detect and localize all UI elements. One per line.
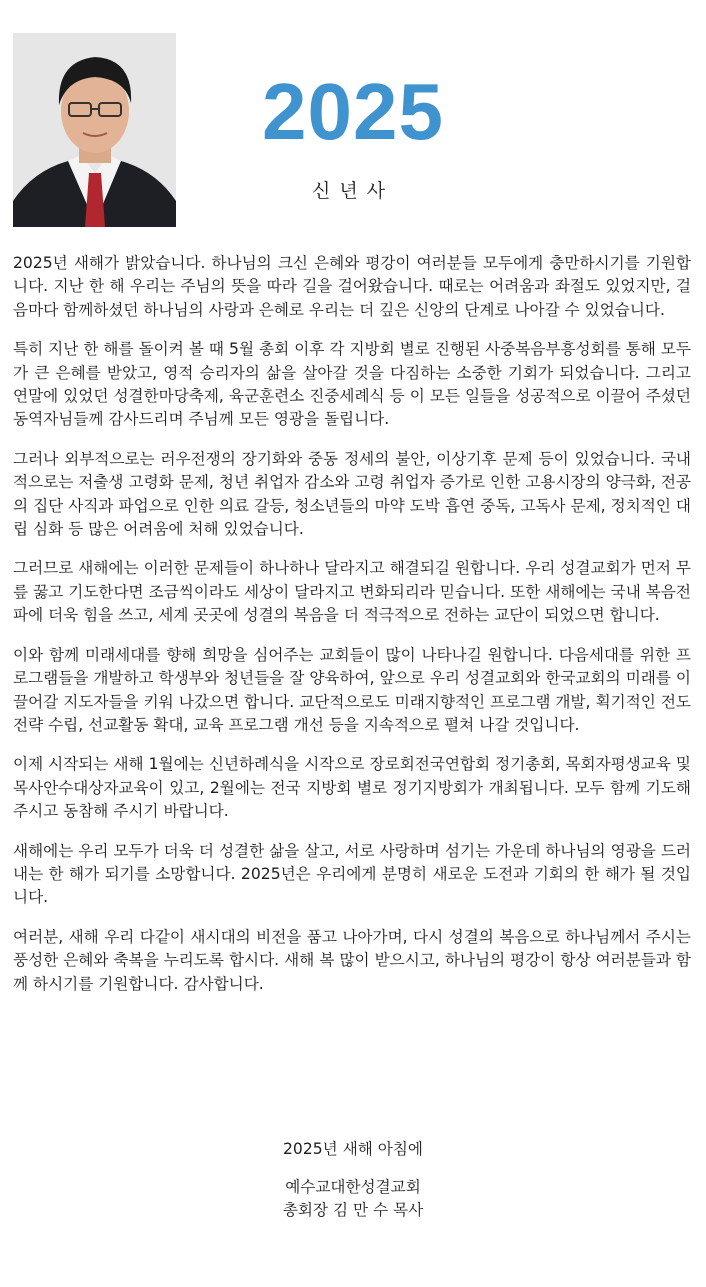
message-body: [13, 252, 691, 1012]
paragraph: 여러분, 새해 우리 다같이 새시대의 비전을 품고 나아가며, 다시 성결의 복음으로 하나님께서 주시는 풍성한 은혜와 축복을 누리도록 합시다. 새해 복 많이 받으시고, 하나님의 평강이 항상 여러분들과 함께 하시기를 기원합니다. 감사합니다.: [13, 927, 691, 993]
paragraph: 특히 지난 한 해를 돌이켜 볼 때 5월 총회 이후 각 지방회 별로 진행된 사중복음부흥성회를 통해 모두가 큰 은혜를 받았고, 영적 승리자의 삶을 살아갈 것을 다짐하는 소중한 기회가 되었습니다. 그리고 연말에 있었던 성결한마당축제, 육군훈련소 진중세례식 등 이 모든 일들을 성공적으로 이끌어 주셨던 동역자님들께 감사드리며 주님께 모든 영광을 돌립니다.: [13, 340, 691, 429]
year-title: 2025: [262, 67, 444, 156]
author-portrait: [13, 33, 176, 227]
signature-block: [0, 1138, 706, 1222]
signature-name: 총회장 김 만 수 목사: [282, 1201, 424, 1219]
paragraph: 2025년 새해가 밝았습니다. 하나님의 크신 은혜와 평강이 여러분들 모두에게 충만하시기를 기원합니다. 지난 한 해 우리는 주님의 뜻을 따라 길을 걸어왔습니다. 때로는 어려움과 좌절도 있었지만, 걸음마다 함께하셨던 하나님의 사랑과 은혜로 우리는 더 깊은 신앙의 단계로 나아갈 수 있었습니다.: [13, 254, 691, 319]
paragraph: 그러므로 새해에는 이러한 문제들이 하나하나 달라지고 해결되길 원합니다. 우리 성결교회가 먼저 무릎 꿇고 기도한다면 조금씩이라도 세상이 달라지고 변화되리라 믿습니다. 또한 새해에는 국내 복음전파에 더욱 힘을 쓰고, 세계 곳곳에 성결의 복음을 더 적극적으로 전하는 교단이 되었으면 합니다.: [13, 559, 691, 625]
signature-organization: 예수교대한성결교회: [285, 1178, 421, 1196]
document-subtitle: 신년사: [311, 180, 395, 202]
signature-date: 2025년 새해 아침에: [283, 1140, 423, 1158]
paragraph: 새해에는 우리 모두가 더욱 더 성결한 삶을 살고, 서로 사랑하며 섬기는 가운데 하나님의 영광을 드러내는 한 해가 되기를 소망합니다. 2025년은 우리에게 분명히 새로운 도전과 기회의 한 해가 될 것입니다.: [13, 841, 691, 907]
paragraph: 이제 시작되는 새해 1월에는 신년하례식을 시작으로 장로회전국연합회 정기총회, 목회자평생교육 및 목사안수대상자교육이 있고, 2월에는 전국 지방회 별로 정기지방회가 개최됩니다. 모두 함께 기도해 주시고 동참해 주시기 바랍니다.: [13, 755, 691, 821]
paragraph: 그러나 외부적으로는 러우전쟁의 장기화와 중동 정세의 불안, 이상기후 문제 등이 있었습니다. 국내적으로는 저출생 고령화 문제, 청년 취업자 감소와 고령 취업자 증가로 인한 고용시장의 양극화, 전공의 집단 사직과 파업으로 인한 의료 갈등, 청소년들의 마약 도박 흡연 중독, 고독사 문제, 정치적인 대립 심화 등 많은 어려움에 처해 있었습니다.: [13, 449, 691, 539]
paragraph: 이와 함께 미래세대를 향해 희망을 심어주는 교회들이 많이 나타나길 원합니다. 다음세대를 위한 프로그램들을 개발하고 학생부와 청년들을 잘 양육하여, 앞으로 우리 성결교회와 한국교회의 미래를 이끌어갈 지도자들을 키워 나갔으면 합니다. 교단적으로도 미래지향적인 프로그램 개발, 획기적인 전도전략 수립, 선교활동 확대, 교육 프로그램 개선 등을 지속적으로 펼쳐 나갈 것입니다.: [13, 645, 691, 734]
